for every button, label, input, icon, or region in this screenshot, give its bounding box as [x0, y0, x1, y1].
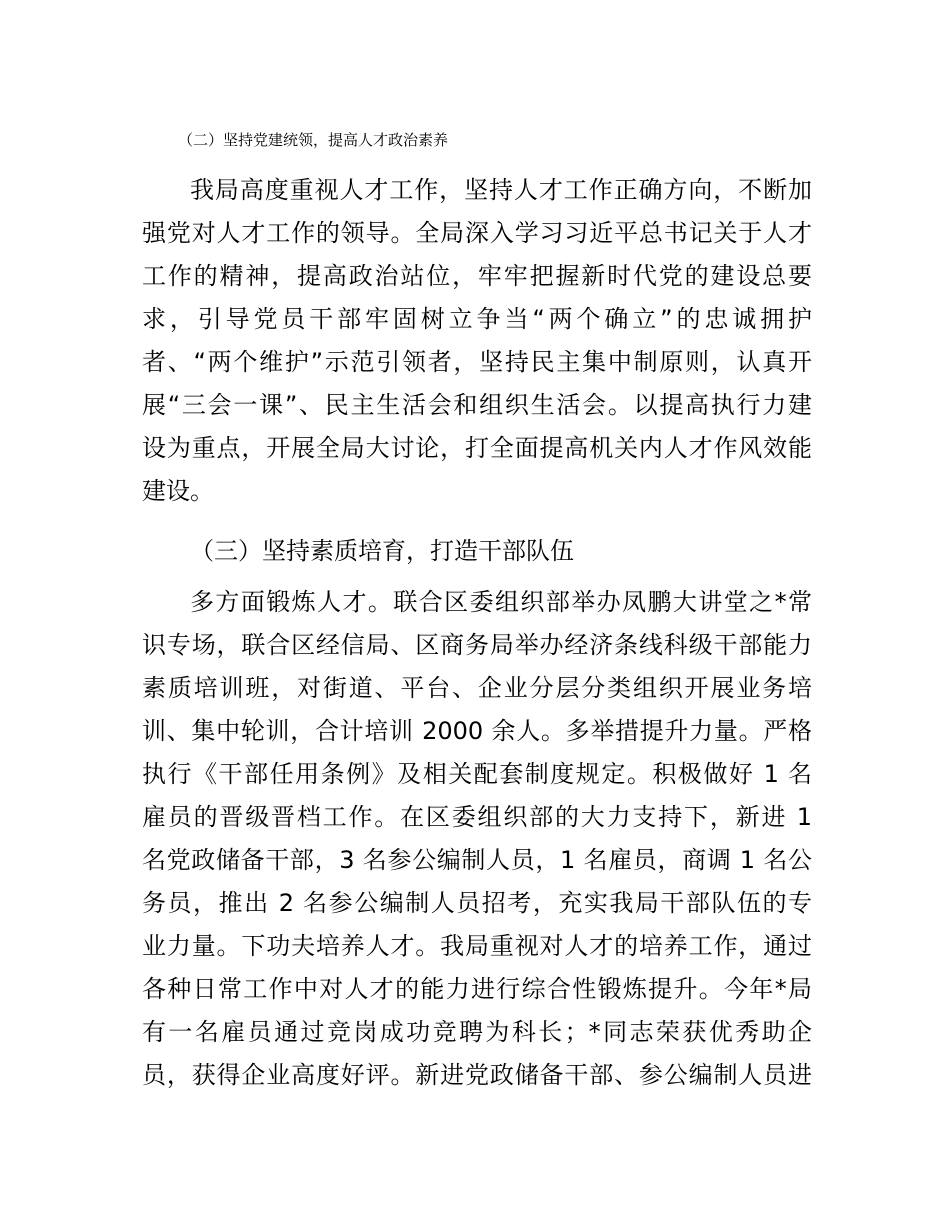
paragraph-line: 工作的精神，提高政治站位，牢牢把握新时代党的建设总要	[142, 262, 812, 290]
paragraph-line: 识专场，联合区经信局、区商务局举办经济条线科级干部能力	[142, 631, 812, 659]
paragraph-line: 执行《干部任用条例》及相关配套制度规定。积极做好 1 名	[142, 760, 812, 788]
paragraph-line: 者、“两个维护”示范引领者，坚持民主集中制原则，认真开	[142, 348, 812, 376]
paragraph-line: 雇员的晋级晋档工作。在区委组织部的大力支持下，新进 1	[142, 803, 812, 831]
paragraph-line: 名党政储备干部，3 名参公编制人员，1 名雇员，商调 1 名公	[142, 846, 812, 874]
paragraph-line: 各种日常工作中对人才的能力进行综合性锻炼提升。今年*局	[142, 975, 812, 1003]
paragraph-line: 员，获得企业高度好评。新进党政储备干部、参公编制人员进	[142, 1061, 812, 1089]
paragraph-line: 训、集中轮训，合计培训 2000 余人。多举措提升力量。严格	[142, 717, 812, 745]
paragraph-line: 素质培训班，对街道、平台、企业分层分类组织开展业务培	[142, 674, 812, 702]
paragraph-line: 强党对人才工作的领导。全局深入学习习近平总书记关于人才	[142, 219, 812, 247]
paragraph-line: 务员，推出 2 名参公编制人员招考，充实我局干部队伍的专	[142, 889, 812, 917]
section-heading-3: （三）坚持素质培育，打造干部队伍	[190, 537, 574, 565]
paragraph-line: 业力量。下功夫培养人才。我局重视对人才的培养工作，通过	[142, 932, 812, 960]
paragraph-line: 展“三会一课”、民主生活会和组织生活会。以提高执行力建	[142, 391, 812, 419]
paragraph-line: 求，引导党员干部牢固树立争当“两个确立”的忠诚拥护	[142, 305, 812, 333]
paragraph-line: 设为重点，开展全局大讨论，打全面提高机关内人才作风效能	[142, 434, 812, 462]
section-heading-2: （二）坚持党建统领，提高人才政治素养	[178, 131, 449, 149]
paragraph-line: 有一名雇员通过竞岗成功竞聘为科长；*同志荣获优秀助企	[142, 1018, 812, 1046]
paragraph-line: 我局高度重视人才工作，坚持人才工作正确方向，不断加	[190, 176, 812, 204]
paragraph-line: 多方面锻炼人才。联合区委组织部举办凤鹏大讲堂之*常	[190, 588, 812, 616]
paragraph-line: 建设。	[142, 477, 214, 505]
